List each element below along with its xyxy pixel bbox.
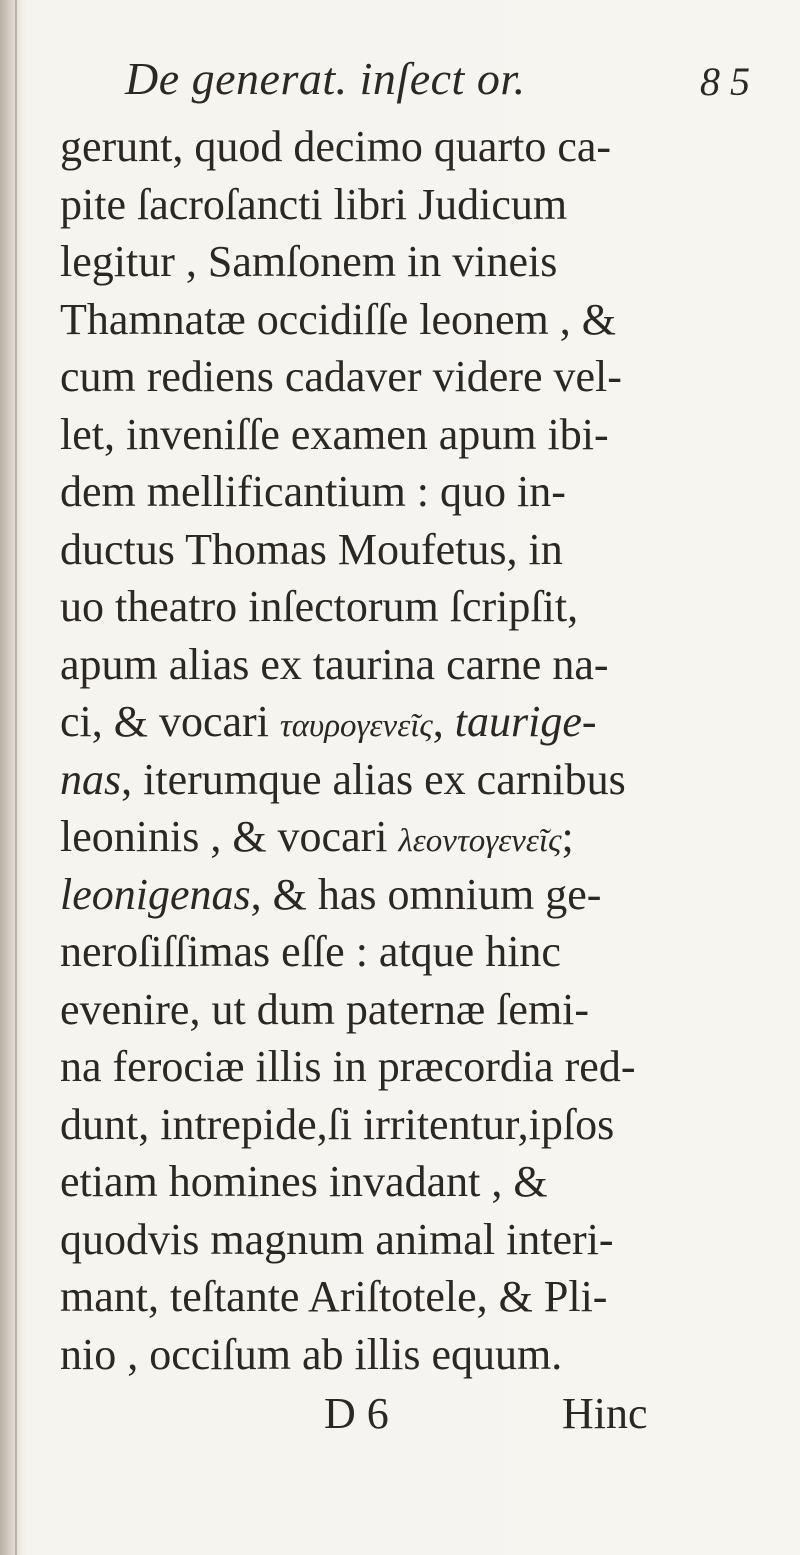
text-segment: quodvis magnum animal interi- bbox=[60, 1214, 614, 1264]
text-line bbox=[60, 406, 780, 464]
text-segment: mant, teſtante Ariſtotele, & Pli- bbox=[60, 1272, 608, 1321]
text-line bbox=[60, 1096, 780, 1154]
italic-word: taurige- bbox=[454, 697, 597, 746]
text-segment: neroſiſſimas eſſe : atque hinc bbox=[60, 927, 561, 976]
text-segment: pite ſacroſancti libri Judicum bbox=[60, 179, 568, 229]
catchline bbox=[0, 1388, 800, 1448]
running-title: De generat. inſect or. bbox=[125, 53, 526, 104]
text-line bbox=[60, 636, 780, 694]
text-segment: ci, & vocari bbox=[60, 697, 280, 746]
text-segment: ductus Thomas Moufetus, in bbox=[60, 524, 563, 574]
catchword: Hinc bbox=[562, 1389, 648, 1438]
text-segment: ; bbox=[561, 812, 574, 861]
body-text bbox=[60, 118, 780, 1383]
text-line bbox=[60, 233, 780, 291]
text-line bbox=[60, 808, 780, 866]
text-line bbox=[60, 981, 780, 1039]
text-segment: , iterumque alias ex carnibus bbox=[121, 754, 626, 804]
italic-word: leonigenas bbox=[60, 869, 251, 919]
text-line bbox=[60, 578, 780, 636]
text-line bbox=[60, 291, 780, 349]
text-line bbox=[60, 866, 780, 924]
page-number: 8 5 bbox=[700, 59, 750, 104]
text-line bbox=[60, 1153, 780, 1211]
text-segment: etiam homines invadant , & bbox=[60, 1157, 548, 1206]
signature-mark: D 6 bbox=[324, 1389, 389, 1438]
text-segment: evenire, ut dum paternæ ſemi- bbox=[60, 984, 590, 1034]
text-line bbox=[60, 348, 780, 406]
text-segment: dem mellificantium : quo in- bbox=[60, 467, 566, 516]
text-line bbox=[60, 118, 780, 176]
text-segment: legitur , Samſonem in vineis bbox=[60, 237, 558, 286]
gutter-line bbox=[15, 0, 17, 1555]
text-line bbox=[60, 1038, 780, 1096]
text-segment: cum rediens cadaver videre vel- bbox=[60, 352, 622, 401]
text-segment: gerunt, quod decimo quarto ca- bbox=[60, 122, 612, 171]
text-segment: Thamnatæ occidiſſe leonem , & bbox=[60, 294, 616, 344]
text-line bbox=[60, 1268, 780, 1326]
text-segment: let, inveniſſe examen apum ibi- bbox=[60, 409, 609, 459]
gutter-shadow bbox=[0, 0, 22, 1555]
text-line bbox=[60, 1211, 780, 1269]
italic-word: nas bbox=[60, 754, 122, 804]
text-segment: leoninis , & vocari bbox=[60, 812, 399, 861]
text-line bbox=[60, 923, 780, 981]
text-segment: , & has omnium ge- bbox=[250, 869, 602, 919]
text-segment: uo theatro inſectorum ſcripſit, bbox=[60, 582, 579, 631]
text-line bbox=[60, 463, 780, 521]
text-segment: na ferociæ illis in præcordia red- bbox=[60, 1042, 636, 1091]
page-header bbox=[0, 52, 800, 122]
text-line bbox=[60, 176, 780, 234]
text-segment: , bbox=[432, 697, 455, 746]
greek-word: ταυρογενεῖς bbox=[279, 708, 433, 744]
text-line bbox=[60, 751, 780, 809]
text-segment: dunt, intrepide,ſi irritentur,ipſos bbox=[60, 1099, 615, 1149]
text-line bbox=[60, 521, 780, 579]
text-segment: apum alias ex taurina carne na- bbox=[60, 639, 609, 689]
text-line bbox=[60, 693, 780, 751]
greek-word: λεοντογενεῖς bbox=[398, 823, 562, 859]
text-segment: nio , occiſum ab illis equum. bbox=[60, 1329, 563, 1379]
text-line bbox=[60, 1326, 780, 1384]
